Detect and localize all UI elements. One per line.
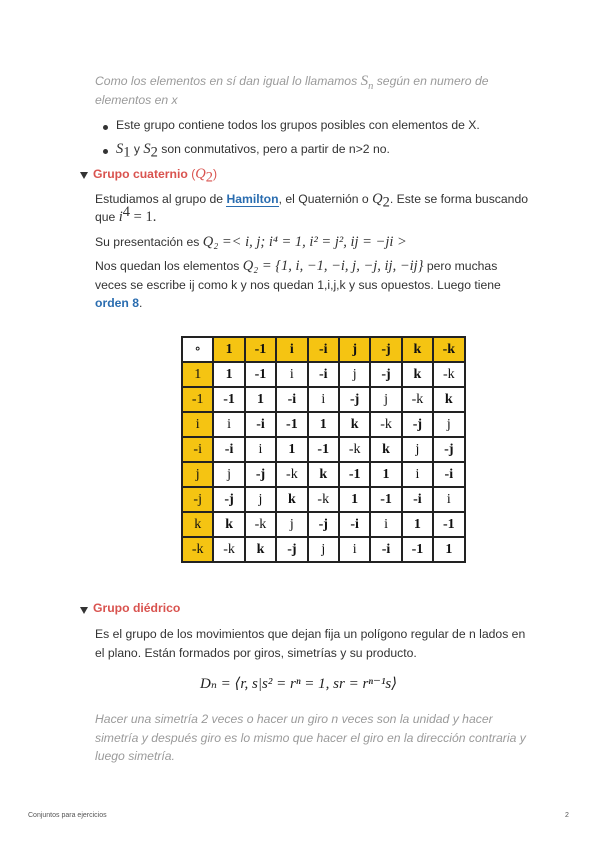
cayley-cell: i — [339, 537, 370, 562]
footer-title: Conjuntos para ejercicios — [28, 812, 107, 819]
cayley-cell: i — [213, 412, 244, 437]
cayley-cell: -i — [213, 437, 244, 462]
cayley-cell: -1 — [276, 412, 307, 437]
cayley-cell: 1 — [433, 537, 464, 562]
cayley-cell: -i — [308, 362, 339, 387]
sn-symbol: $S_n$ — [360, 73, 374, 92]
cayley-header-row — [182, 337, 465, 362]
cayley-row-label: j — [182, 462, 213, 487]
cayley-row — [182, 487, 465, 512]
cayley-cell: -j — [276, 537, 307, 562]
cayley-row — [182, 412, 465, 437]
cayley-cell: k — [276, 487, 307, 512]
cayley-cell: -k — [370, 412, 401, 437]
cayley-cell: j — [370, 387, 401, 412]
cayley-row — [182, 362, 465, 387]
cayley-cell: -i — [402, 487, 433, 512]
cayley-row — [182, 512, 465, 537]
cayley-header-cell: -1 — [245, 337, 276, 362]
cayley-cell: k — [245, 537, 276, 562]
cayley-cell: -1 — [402, 537, 433, 562]
bullet-item-2: $S_1$ y $S_2$ son conmutativos, pero a partir de n>2 no. — [116, 141, 390, 161]
cayley-cell: -k — [308, 487, 339, 512]
collapse-triangle-icon[interactable] — [80, 607, 88, 614]
cayley-cell: -j — [402, 412, 433, 437]
cayley-cell: -j — [339, 387, 370, 412]
cayley-cell: -i — [339, 512, 370, 537]
intro-line-2: elementos en x — [95, 93, 178, 107]
cayley-header-cell: -k — [433, 337, 464, 362]
cayley-cell: k — [402, 362, 433, 387]
cayley-cell: 1 — [245, 387, 276, 412]
cayley-cell: j — [433, 412, 464, 437]
elements-formula: Q₂ = {1, i, −1, −i, j, −j, ij, −ij} — [242, 258, 424, 274]
cayley-row — [182, 537, 465, 562]
quaternion-presentation: Su presentación es Q₂ =< i, j; i⁴ = 1, i² = j², ij = −ji > — [95, 234, 407, 250]
cayley-cell: 1 — [276, 437, 307, 462]
cayley-cell: i — [370, 512, 401, 537]
cayley-cell: j — [213, 462, 244, 487]
cayley-header-cell: -i — [308, 337, 339, 362]
cayley-row-label: -1 — [182, 387, 213, 412]
quaternion-p1: Estudiamos al grupo de Hamilton, el Quaternión o $Q_2$. Este se forma buscando — [95, 191, 529, 211]
cayley-cell: -1 — [370, 487, 401, 512]
cayley-row — [182, 387, 465, 412]
dihedral-heading[interactable]: Grupo diédrico — [93, 601, 181, 615]
cayley-cell: k — [339, 412, 370, 437]
dihedral-formula: Dₙ = ⟨r, s|s² = rⁿ = 1, sr = rⁿ⁻¹s⟩ — [200, 676, 398, 692]
cayley-corner-cell: ∘ — [182, 337, 213, 362]
dihedral-note-1: Hacer una simetría 2 veces o hacer un giro n veces son la unidad y hacer — [95, 712, 493, 726]
bullet-item-1: Este grupo contiene todos los grupos posibles con elementos de X. — [116, 118, 480, 132]
cayley-cell: i — [276, 362, 307, 387]
quaternion-line3: veces se escribe ij como k y nos quedan 1,i,j,k y sus opuestos. Luego tiene — [95, 278, 501, 292]
page-number: 2 — [565, 812, 569, 819]
cayley-cell: k — [433, 387, 464, 412]
cayley-cell: -j — [433, 437, 464, 462]
cayley-header-cell: j — [339, 337, 370, 362]
cayley-row-label: -k — [182, 537, 213, 562]
cayley-cell: -k — [213, 537, 244, 562]
dihedral-p1: Es el grupo de los movimientos que dejan fija un polígono regular de n lados en — [95, 627, 526, 641]
cayley-cell: -1 — [213, 387, 244, 412]
cayley-header-cell: i — [276, 337, 307, 362]
cayley-cell: i — [308, 387, 339, 412]
cayley-cell: -i — [276, 387, 307, 412]
intro-line-1: Como los elementos en sí dan igual lo llamamos $S_n$ según en numero de — [95, 73, 489, 92]
cayley-cell: 1 — [402, 512, 433, 537]
cayley-cell: 1 — [370, 462, 401, 487]
cayley-cell: -j — [245, 462, 276, 487]
cayley-cell: j — [308, 537, 339, 562]
cayley-row-label: -j — [182, 487, 213, 512]
quaternion-heading[interactable]: Grupo cuaternio $(Q_2)$ — [93, 166, 218, 186]
cayley-row-label: k — [182, 512, 213, 537]
cayley-cell: -1 — [308, 437, 339, 462]
order-8-text: orden 8 — [95, 296, 140, 310]
cayley-cell: i — [433, 487, 464, 512]
cayley-cell: k — [213, 512, 244, 537]
dihedral-p2: el plano. Están formados por giros, simetrías y su producto. — [95, 646, 417, 660]
cayley-cell: -i — [433, 462, 464, 487]
collapse-triangle-icon[interactable] — [80, 172, 88, 179]
cayley-row — [182, 437, 465, 462]
cayley-cell: -k — [339, 437, 370, 462]
cayley-cell: k — [370, 437, 401, 462]
hamilton-link[interactable]: Hamilton — [226, 192, 279, 206]
cayley-cell: -1 — [245, 362, 276, 387]
presentation-formula: Q₂ =< i, j; i⁴ = 1, i² = j², ij = −ji > — [202, 234, 407, 250]
cayley-cell: -k — [433, 362, 464, 387]
dihedral-note-3: luego simetría. — [95, 749, 175, 763]
cayley-cell: i — [245, 437, 276, 462]
quaternion-elements: Nos quedan los elementos Q₂ = {1, i, −1, −i, j, −j, ij, −ij} pero muchas — [95, 258, 498, 274]
cayley-cell: j — [245, 487, 276, 512]
cayley-cell: -k — [276, 462, 307, 487]
cayley-row — [182, 462, 465, 487]
quaternion-order: orden 8. — [95, 296, 143, 310]
cayley-cell: j — [276, 512, 307, 537]
cayley-cell: k — [308, 462, 339, 487]
cayley-row-label: i — [182, 412, 213, 437]
cayley-cell: -1 — [339, 462, 370, 487]
cayley-header-cell: k — [402, 337, 433, 362]
quaternion-p2: que $i^4 = 1$. — [95, 203, 157, 225]
cayley-cell: -1 — [433, 512, 464, 537]
cayley-cell: -k — [402, 387, 433, 412]
cayley-cell: -k — [245, 512, 276, 537]
cayley-cell: j — [402, 437, 433, 462]
cayley-cell: 1 — [308, 412, 339, 437]
bullet-dot — [103, 125, 108, 130]
cayley-cell: 1 — [213, 362, 244, 387]
cayley-row-label: -i — [182, 437, 213, 462]
cayley-cell: -j — [213, 487, 244, 512]
bullet-dot — [103, 149, 108, 154]
cayley-cell: -j — [370, 362, 401, 387]
cayley-cell: -i — [245, 412, 276, 437]
cayley-table — [181, 336, 466, 563]
cayley-cell: -i — [370, 537, 401, 562]
cayley-header-cell: 1 — [213, 337, 244, 362]
cayley-cell: j — [339, 362, 370, 387]
cayley-cell: 1 — [339, 487, 370, 512]
dihedral-note-2: simetría y después giro es lo mismo que hacer el giro en la dirección contraria y — [95, 731, 526, 745]
cayley-row-label: 1 — [182, 362, 213, 387]
cayley-header-cell: -j — [370, 337, 401, 362]
cayley-cell: -j — [308, 512, 339, 537]
cayley-cell: i — [402, 462, 433, 487]
